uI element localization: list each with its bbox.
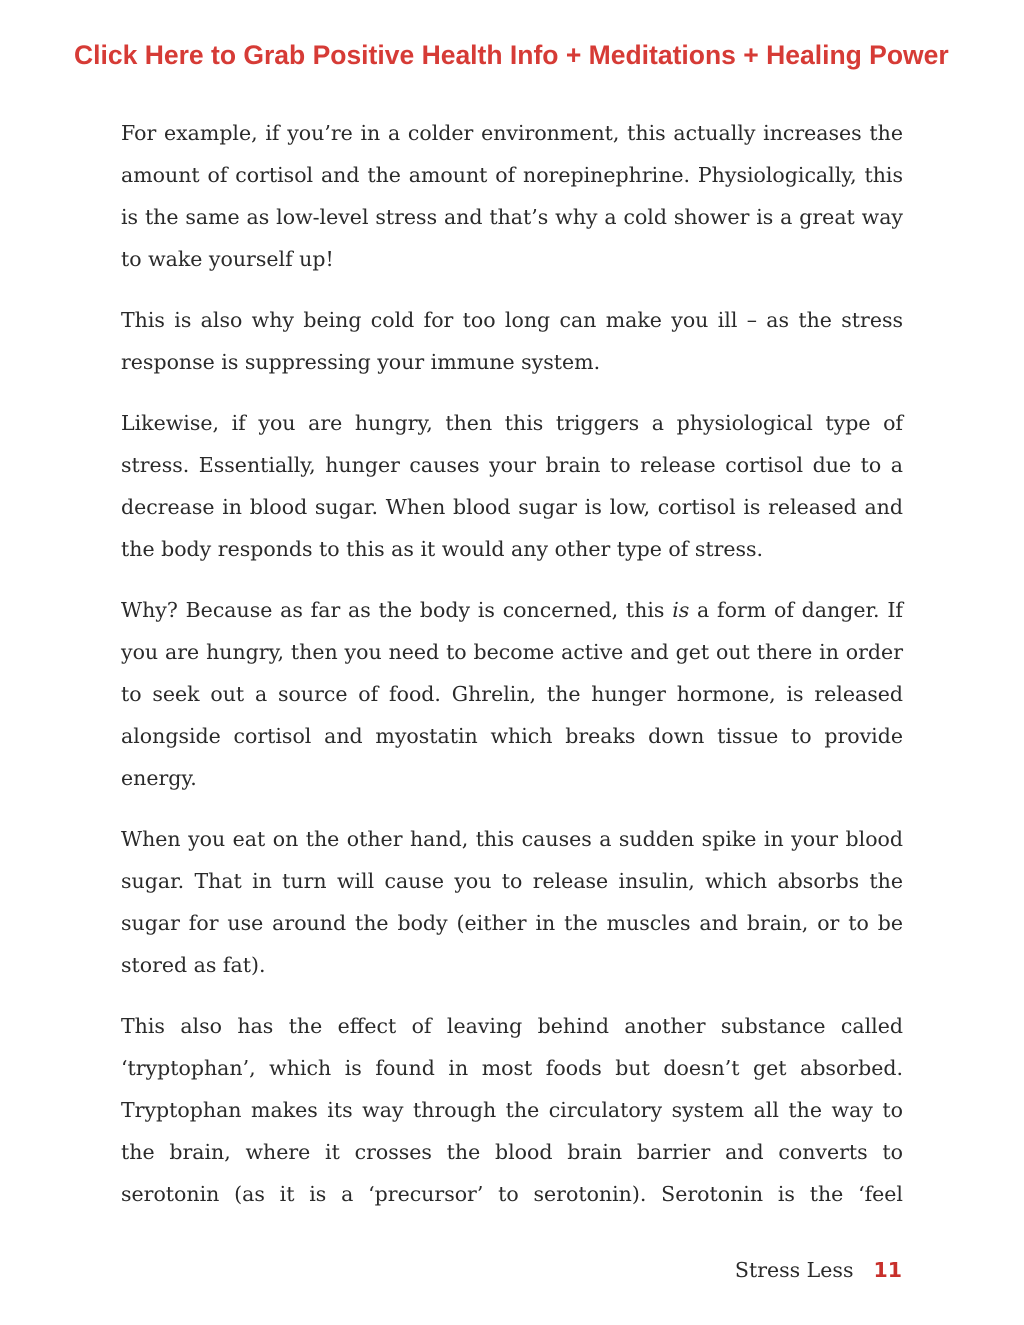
page-footer xyxy=(735,1258,902,1282)
paragraph-hunger-stress: Likewise, if you are hungry, then this triggers a physiological type of stress. Essentially, hunger causes your brain to release cortisol due to a decrease in blood sugar. When blood sugar is low, cortisol is released and the body responds to this as it would any other type of stress. xyxy=(121,411,903,561)
promo-link[interactable]: Click Here to Grab Positive Health Info + Meditations + Healing Power xyxy=(74,40,949,70)
running-title: Stress Less xyxy=(734,1258,854,1282)
page-body xyxy=(121,112,903,1234)
why-text-before: Why? Because as far as the body is concerned, this xyxy=(121,598,673,622)
paragraph-eating-insulin: When you eat on the other hand, this causes a sudden spike in your blood sugar. That in turn will cause you to release insulin, which absorbs the sugar for use around the body (either in the muscles and brain, or to be stored as fat). xyxy=(121,827,903,977)
paragraph-tryptophan: This also has the effect of leaving behind another substance called ‘tryptophan’, which is found in most foods but doesn’t get absorbed. Tryptophan makes its way through the circulatory system all the way to the brain, where it crosses the blood brain barrier and converts to serotonin (as it is a ‘precursor’ to serotonin). Serotonin is the ‘feel xyxy=(121,1014,903,1206)
why-text-emphasis: is xyxy=(672,598,690,622)
paragraph-cold-environment: For example, if you’re in a colder environment, this actually increases the amount of cortisol and the amount of norepinephrine. Physiologically, this is the same as low-level stress and that’s why a cold shower is a great way to wake yourself up! xyxy=(121,121,903,271)
page-number: 11 xyxy=(873,1258,902,1282)
paragraph-cold-illness: This is also why being cold for too long can make you ill – as the stress response is suppressing your immune system. xyxy=(121,308,903,374)
why-text-after: a form of danger. If you are hungry, then you need to become active and get out there in order to seek out a source of food. Ghrelin, the hunger hormone, is released alongside cortisol and myostatin which breaks down tissue to provide energy. xyxy=(121,598,904,790)
paragraph-why-danger xyxy=(121,589,903,799)
